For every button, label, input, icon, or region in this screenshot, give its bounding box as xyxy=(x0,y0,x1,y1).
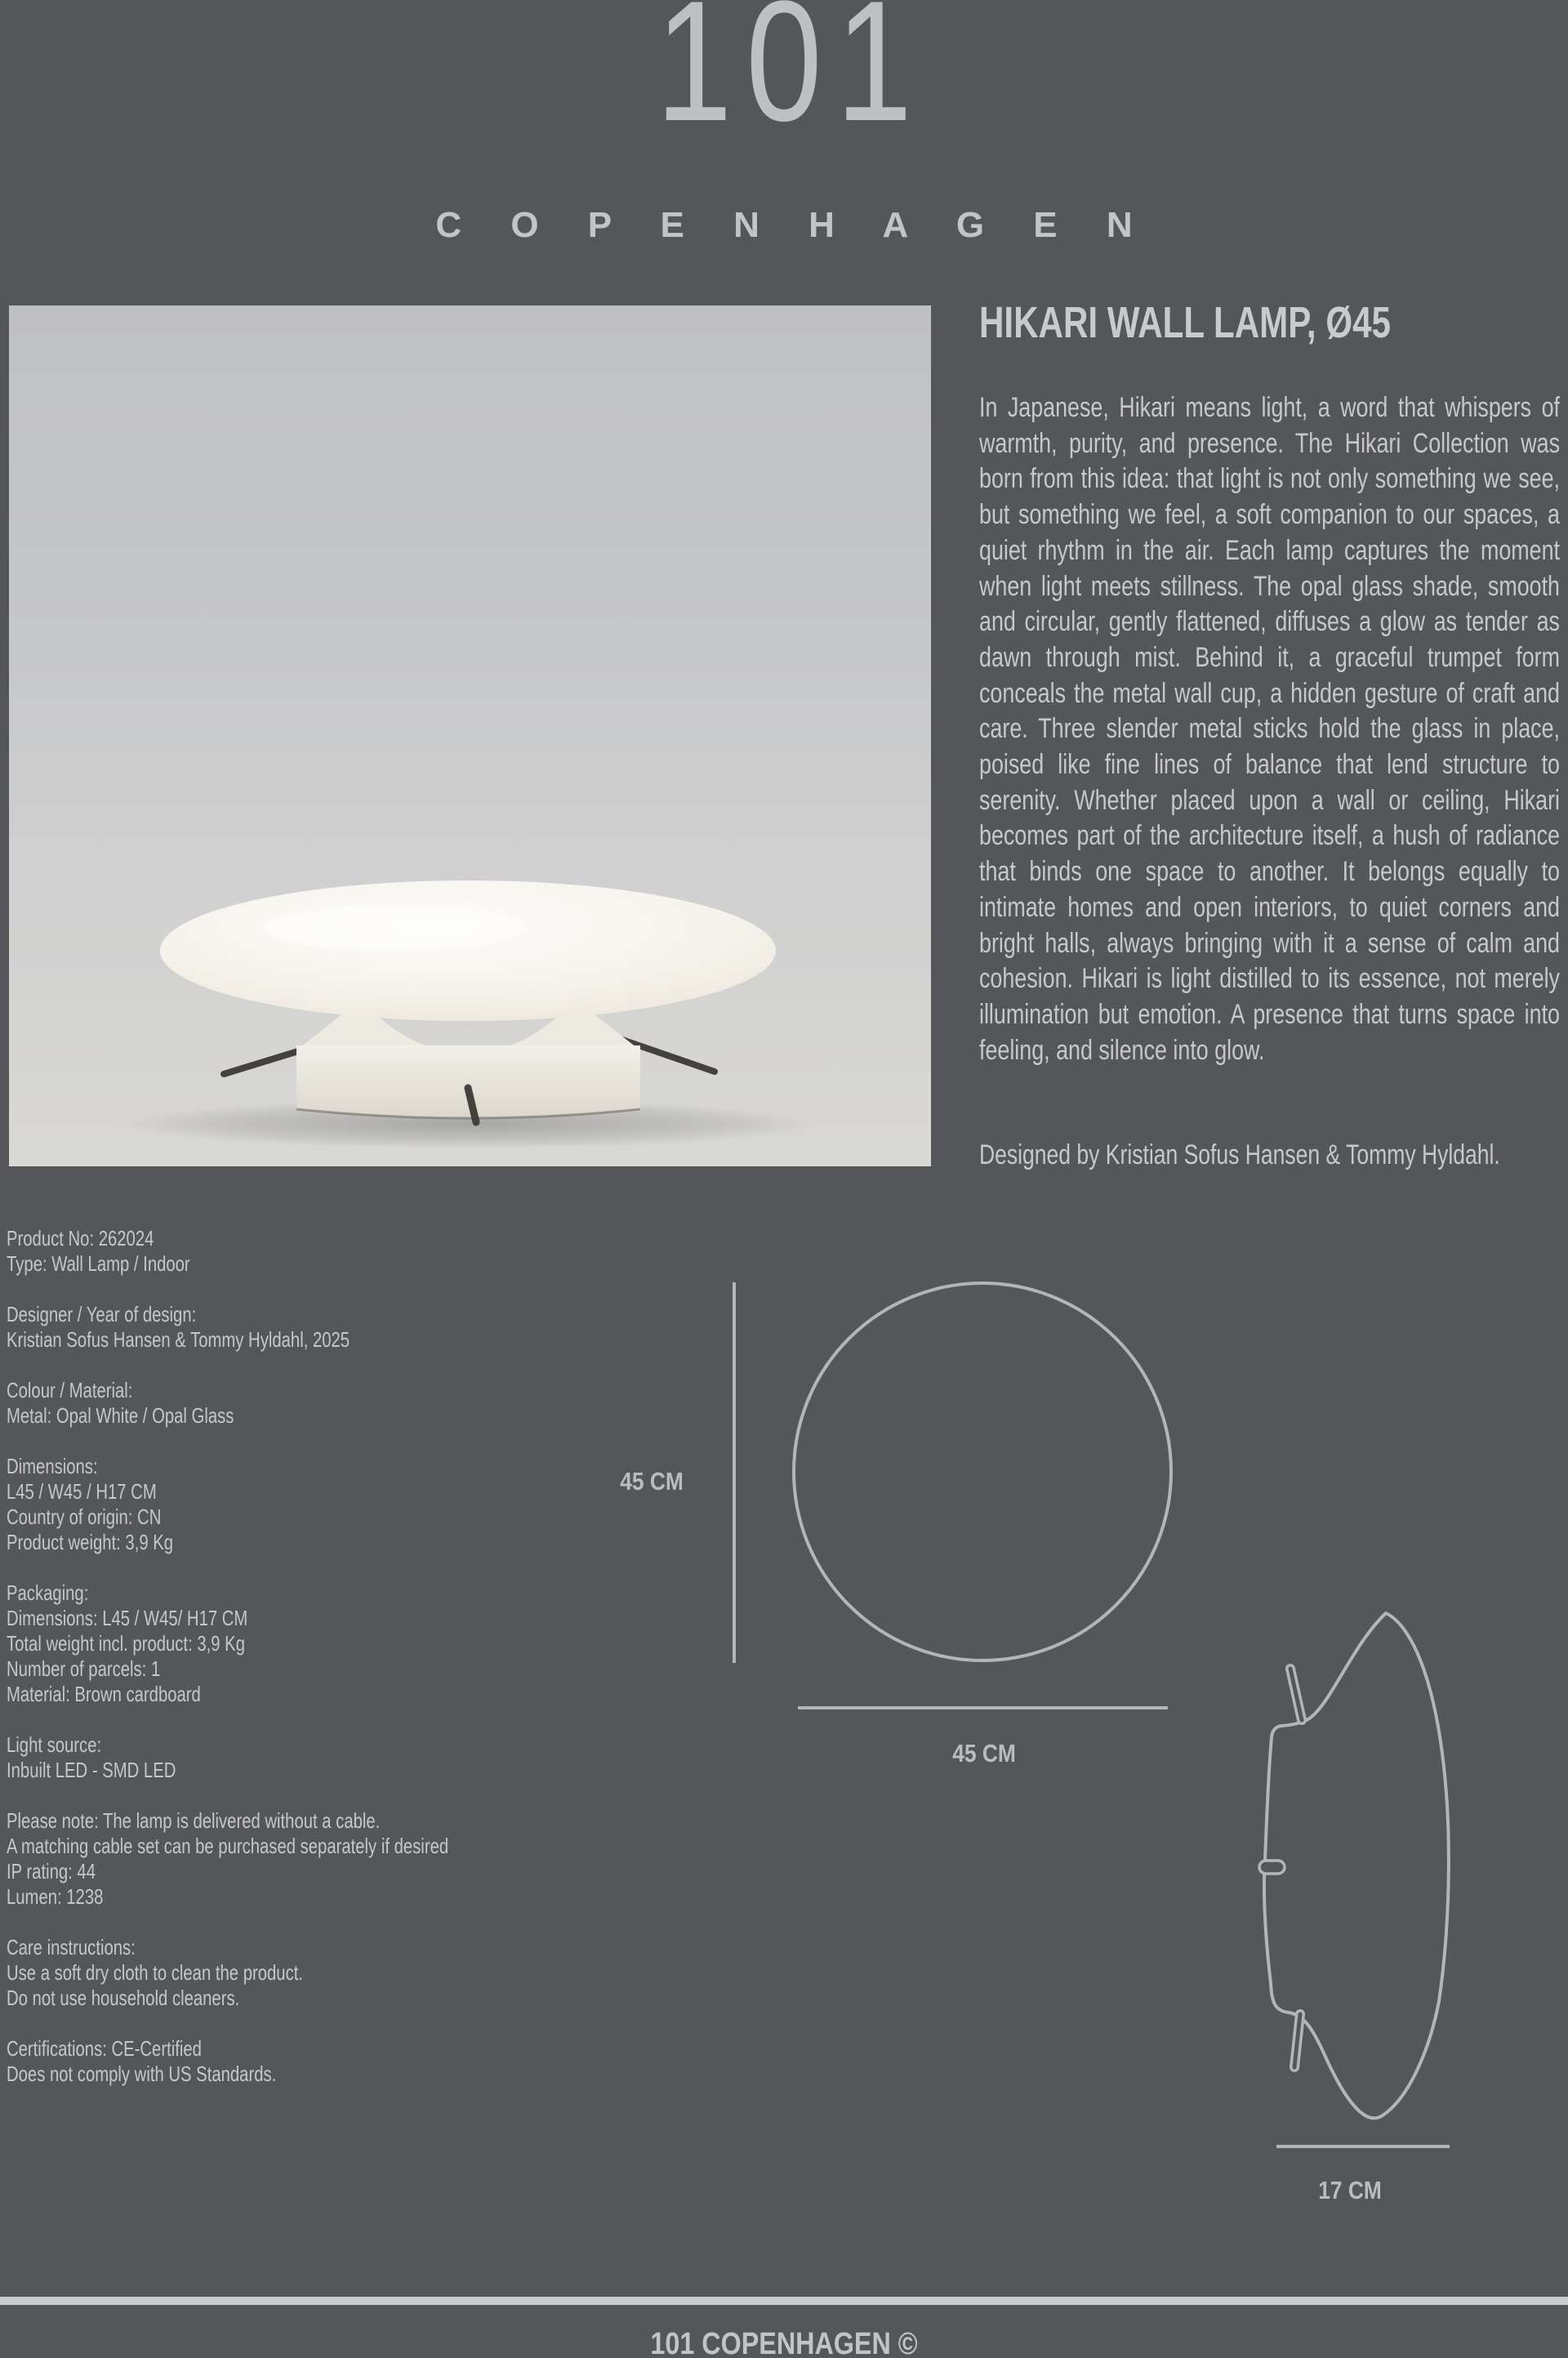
spec-ip-rating: IP rating: 44 xyxy=(7,1859,96,1883)
front-view-height-label: 45 CM xyxy=(620,1467,684,1495)
spec-group-light-source xyxy=(7,1732,573,1783)
spec-group-note xyxy=(7,1808,452,1910)
spec-colour-label: Colour / Material: xyxy=(7,1378,133,1402)
product-photo xyxy=(9,305,931,1166)
product-title: HIKARI WALL LAMP, Ø45 xyxy=(979,298,1391,347)
spec-packaging-material: Material: Brown cardboard xyxy=(7,1682,201,1706)
spec-note-line1: Please note: The lamp is delivered without a cable. xyxy=(7,1808,381,1833)
spec-group-designer xyxy=(7,1302,573,1353)
spec-group-dimensions xyxy=(7,1454,573,1555)
spec-packaging-parcels: Number of parcels: 1 xyxy=(7,1656,161,1681)
lamp-image xyxy=(9,305,931,1166)
spec-packaging-weight: Total weight incl. product: 3,9 Kg xyxy=(7,1631,245,1656)
spec-packaging-label: Packaging: xyxy=(7,1580,89,1605)
spec-care-line2: Do not use household cleaners. xyxy=(7,1986,240,2010)
lamp-dome xyxy=(160,880,776,1021)
side-view-depth-line xyxy=(1276,2145,1450,2148)
spec-note-line2: A matching cable set can be purchased separately if desired xyxy=(7,1834,449,1858)
spec-list xyxy=(7,1226,938,2112)
spec-packaging-dimensions: Dimensions: L45 / W45/ H17 CM xyxy=(7,1606,248,1630)
designer-credit: Designed by Kristian Sofus Hansen & Tommy Hyldahl. xyxy=(979,1139,1500,1170)
front-view-height-line xyxy=(733,1282,736,1663)
side-view-drawing xyxy=(1225,1593,1568,2164)
spec-group-certifications xyxy=(7,2036,573,2087)
spec-group-product xyxy=(7,1226,573,1277)
spec-certifications: Certifications: CE-Certified xyxy=(7,2036,202,2061)
front-view-circle xyxy=(792,1282,1173,1662)
brand-logo-number: 101 xyxy=(656,0,926,157)
spec-dimensions-value: L45 / W45 / H17 CM xyxy=(7,1479,157,1504)
spec-care-line1: Use a soft dry cloth to clean the product. xyxy=(7,1960,303,1985)
footer-divider xyxy=(0,2297,1568,2305)
front-view-width-label: 45 CM xyxy=(952,1739,1016,1767)
lamp-dome-highlight xyxy=(262,905,523,951)
spec-light-source-value: Inbuilt LED - SMD LED xyxy=(7,1758,176,1782)
spec-colour-value: Metal: Opal White / Opal Glass xyxy=(7,1403,234,1428)
side-view-wall-pin xyxy=(1259,1861,1285,1874)
spec-certifications-note: Does not comply with US Standards. xyxy=(7,2062,277,2086)
spec-designer-label: Designer / Year of design: xyxy=(7,1302,197,1326)
front-view-width-line xyxy=(798,1706,1168,1709)
brand-logo-wordmark: C O P E N H A G E N xyxy=(435,205,1152,245)
spec-dimensions-label: Dimensions: xyxy=(7,1454,98,1478)
spec-group-care xyxy=(7,1935,573,2011)
lamp-base xyxy=(296,1045,640,1118)
spec-product-no: Product No: 262024 xyxy=(7,1226,154,1250)
spec-light-source-label: Light source: xyxy=(7,1732,102,1757)
spec-lumen: Lumen: 1238 xyxy=(7,1884,104,1909)
spec-origin: Country of origin: CN xyxy=(7,1504,162,1529)
spec-group-colour xyxy=(7,1378,573,1429)
spec-designer-value: Kristian Sofus Hansen & Tommy Hyldahl, 2025 xyxy=(7,1327,350,1352)
product-description: In Japanese, Hikari means light, a word that whispers of warmth, purity, and presence. The Hikari Collection was born from this idea: that light is not only something we see, but something we feel, a soft companion to our spaces, a quiet rhythm in the air. Each lamp captures the moment when light meets stillness. The opal glass shade, smooth and circular, gently flattened, diffuses a glow as tender as dawn through mist. Behind it, a graceful trumpet form conceals the metal wall cup, a hidden gesture of craft and care. Three slender metal sticks hold the glass in place, poised like fine lines of balance that lend structure to serenity. Whether placed upon a wall or ceiling, Hikari becomes part of the architecture itself, a hush of radiance that binds one space to another. It belongs equally to intimate homes and open interiors, to quiet corners and bright halls, always bringing with it a sense of calm and cohesion. Hikari is light distilled to its essence, not merely illumination but emotion. A presence that turns space into feeling, and silence into glow. xyxy=(979,392,1560,1066)
spec-weight: Product weight: 3,9 Kg xyxy=(7,1530,174,1554)
spec-type: Type: Wall Lamp / Indoor xyxy=(7,1251,190,1276)
footer-copyright: 101 COPENHAGEN © xyxy=(650,2327,918,2358)
spec-group-packaging xyxy=(7,1580,573,1707)
side-view-depth-label: 17 CM xyxy=(1318,2176,1382,2204)
spec-care-label: Care instructions: xyxy=(7,1935,136,1959)
